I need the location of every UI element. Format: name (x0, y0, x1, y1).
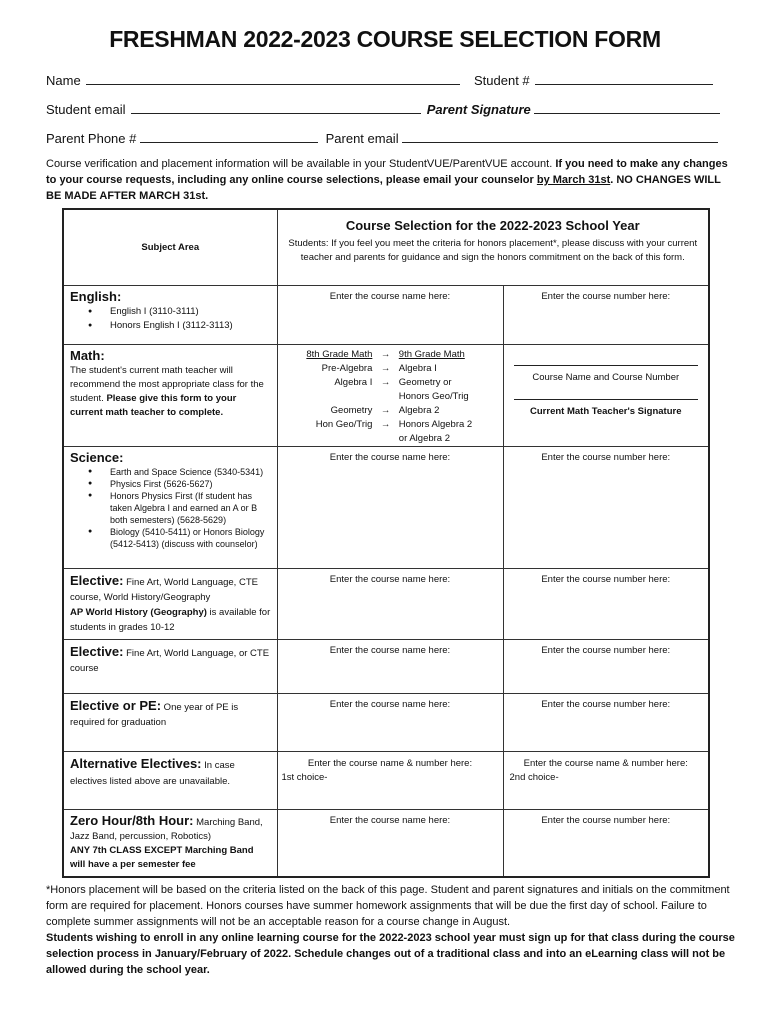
math-teacher-cell (503, 344, 709, 446)
elective-2-course-number-cell[interactable]: Enter the course number here: (503, 639, 709, 693)
intro-no-changes: . NO CHANGES WILL BE MADE AFTER MARCH 31st. (46, 174, 721, 202)
math-heading: Math: (70, 347, 105, 363)
table-header-row (63, 209, 709, 285)
honors-footnote: *Honors placement will be based on the criteria listed on the back of this page. Student and parent signatures and initials on the commitment form are required for placement. Honors courses have summer homework assignments that will be due the first day of school. Failure to complete summer assignments will not be an acceptable reason for a course change in August. (46, 884, 730, 928)
grade9-course: Honors Algebra 2 (398, 418, 473, 430)
zero-hour-bold: ANY 7th CLASS EXCEPT Marching Band will have a per semester fee (70, 844, 254, 870)
alt-choice-2-cell[interactable] (503, 751, 709, 809)
alt-choice-1-cell[interactable] (277, 751, 503, 809)
elective-2-heading: Elective: (70, 643, 124, 659)
alternative-subject (63, 751, 277, 809)
elective-1-text: Fine Art, World Language, CTE course, World History/Geography (70, 576, 258, 603)
parent-phone-label: Parent Phone # (46, 131, 137, 146)
science-option: ● Honors Physics First (If student has taken Algebra I and earned an A or B both semesters) (5628-5629) (70, 490, 271, 526)
grade9-course: Algebra I (398, 362, 437, 374)
elective-pe-course-number-cell[interactable]: Enter the course number here: (503, 693, 709, 751)
parent-email-input-line[interactable] (402, 130, 718, 143)
student-email-row (46, 101, 720, 117)
zero-hour-course-number-cell[interactable]: Enter the course number here: (503, 809, 709, 877)
elective-1-text2: is available for students in grades 10-12 (70, 606, 271, 633)
english-option: ● Honors English I (3112-3113) (70, 319, 271, 333)
elective-pe-heading: Elective or PE: (70, 697, 162, 713)
grade8-course: Pre-Algebra (321, 362, 373, 374)
name-field-row (46, 72, 460, 88)
honors-note: Students: If you feel you meet the criteria for honors placement*, please discuss with your current teacher and parents for guidance and sign the honors commitment on the back of this form. (288, 238, 698, 263)
grade9-course: Algebra 2 (398, 404, 440, 416)
math-teacher-signature-label: Current Math Teacher's Signature (530, 405, 682, 417)
subject-area-header: Subject Area (63, 209, 277, 285)
alternative-heading: Alternative Electives: (70, 755, 202, 771)
english-course-number-cell[interactable]: Enter the course number here: (503, 285, 709, 344)
elective-pe-row (63, 693, 709, 751)
parent-signature-input-line[interactable] (534, 101, 720, 114)
math-subject (63, 344, 277, 446)
parent-signature-label: Parent Signature (426, 102, 531, 117)
math-note (70, 364, 271, 420)
math-note-bold: Please give this form to your current math teacher to complete. (70, 392, 237, 418)
parent-email-label: Parent email (325, 131, 399, 146)
english-heading: English: (70, 288, 122, 304)
elective-1-course-name-cell[interactable]: Enter the course name here: (277, 568, 503, 639)
grade8-header: 8th Grade Math (306, 348, 373, 360)
arrow-icon: → (380, 348, 391, 360)
form-title: FRESHMAN 2022-2023 COURSE SELECTION FORM (109, 26, 661, 52)
alternative-row (63, 751, 709, 809)
course-selection-header (277, 209, 709, 285)
elective-pe-subject (63, 693, 277, 751)
english-subject (63, 285, 277, 344)
math-row (63, 344, 709, 446)
math-teacher-signature-line[interactable] (514, 383, 699, 400)
science-heading: Science: (70, 449, 124, 465)
intro-text: Course verification and placement information will be available in your StudentVUE/ParentVUE account. (46, 158, 556, 170)
science-option: ● Biology (5410-5411) or Honors Biology (5412-5413) (discuss with counselor) (70, 526, 271, 550)
intro-deadline: by March 31st (536, 174, 611, 186)
elective-pe-course-name-cell[interactable]: Enter the course name here: (277, 693, 503, 751)
zero-hour-heading: Zero Hour/8th Hour: (70, 812, 194, 828)
english-row (63, 285, 709, 344)
student-number-input-line[interactable] (535, 72, 713, 85)
grade9-course: Geometry or (398, 376, 452, 388)
grade8-course (288, 390, 373, 404)
course-selection-table (62, 208, 710, 878)
arrow-icon: → (380, 376, 391, 388)
zero-hour-row (63, 809, 709, 877)
parent-phone-row (46, 130, 718, 146)
math-grade-map (277, 344, 503, 446)
arrow-icon: → (380, 418, 391, 430)
student-number-label: Student # (474, 73, 530, 88)
alt-choice-1-prompt: Enter the course name & number here: (307, 757, 473, 769)
science-course-number-cell[interactable]: Enter the course number here: (503, 446, 709, 568)
student-email-label: Student email (46, 102, 126, 117)
course-selection-title: Course Selection for the 2022-2023 School Year (345, 218, 640, 233)
grade8-course: Geometry (330, 404, 373, 416)
grade8-course: Hon Geo/Trig (315, 418, 373, 430)
zero-hour-text: Marching Band, Jazz Band, percussion, Robotics) (70, 816, 263, 842)
alt-choice-2-prompt: Enter the course name & number here: (523, 757, 688, 769)
arrow-icon: → (380, 404, 391, 416)
elective-2-course-name-cell[interactable]: Enter the course name here: (277, 639, 503, 693)
elective-1-course-number-cell[interactable]: Enter the course number here: (503, 568, 709, 639)
student-number-row (474, 72, 713, 88)
zero-hour-course-name-cell[interactable]: Enter the course name here: (277, 809, 503, 877)
math-course-label: Course Name and Course Number (532, 371, 680, 383)
name-label: Name (46, 73, 81, 88)
alt-choice-2-label: 2nd choice- (509, 771, 559, 783)
intro-paragraph (46, 156, 736, 204)
science-option: ● Physics First (5626-5627) (70, 478, 271, 490)
math-note-text: The student's current math teacher will recommend the most appropriate class for the student. (70, 364, 264, 404)
science-subject (63, 446, 277, 568)
elective-2-row (63, 639, 709, 693)
elective-1-heading: Elective: (70, 572, 124, 588)
zero-hour-subject (63, 809, 277, 877)
elective-pe-text: One year of PE is required for graduation (70, 701, 239, 728)
elective-2-text: Fine Art, World Language, or CTE course (70, 647, 270, 674)
math-course-input-line[interactable] (514, 345, 699, 366)
elective-1-row (63, 568, 709, 639)
grade9-header: 9th Grade Math (398, 348, 465, 360)
alt-choice-1-label: 1st choice- (281, 771, 328, 783)
science-row (63, 446, 709, 568)
science-option: ● Earth and Space Science (5340-5341) (70, 466, 271, 478)
parent-phone-input-line[interactable] (140, 130, 318, 143)
online-course-notice: Students wishing to enroll in any online learning course for the 2022-2023 school year must sign up for that class during the course selection process in January/February of 2022. Schedule changes out of a traditional class and into an eLearning class will not be allowed during the school year. (46, 932, 735, 976)
english-option: ● English I (3110-3111) (70, 305, 271, 319)
grade9-course: Honors Geo/Trig (398, 390, 469, 402)
elective-1-bold: AP World History (Geography) (70, 606, 207, 618)
elective-1-subject (63, 568, 277, 639)
alternative-text: In case electives listed above are unavailable. (70, 759, 235, 787)
grade8-course: Algebra I (334, 376, 373, 388)
name-input-line[interactable] (86, 72, 460, 85)
grade8-course (288, 432, 373, 446)
elective-2-subject (63, 639, 277, 693)
grade9-course: or Algebra 2 (398, 432, 451, 444)
intro-bold-text: If you need to make any changes to your course requests, including any online course selections, please email your counselor (46, 158, 728, 186)
science-course-name-cell[interactable]: Enter the course name here: (277, 446, 503, 568)
student-email-input-line[interactable] (131, 101, 421, 114)
arrow-icon: → (380, 362, 391, 374)
english-course-name-cell[interactable]: Enter the course name here: (277, 285, 503, 344)
